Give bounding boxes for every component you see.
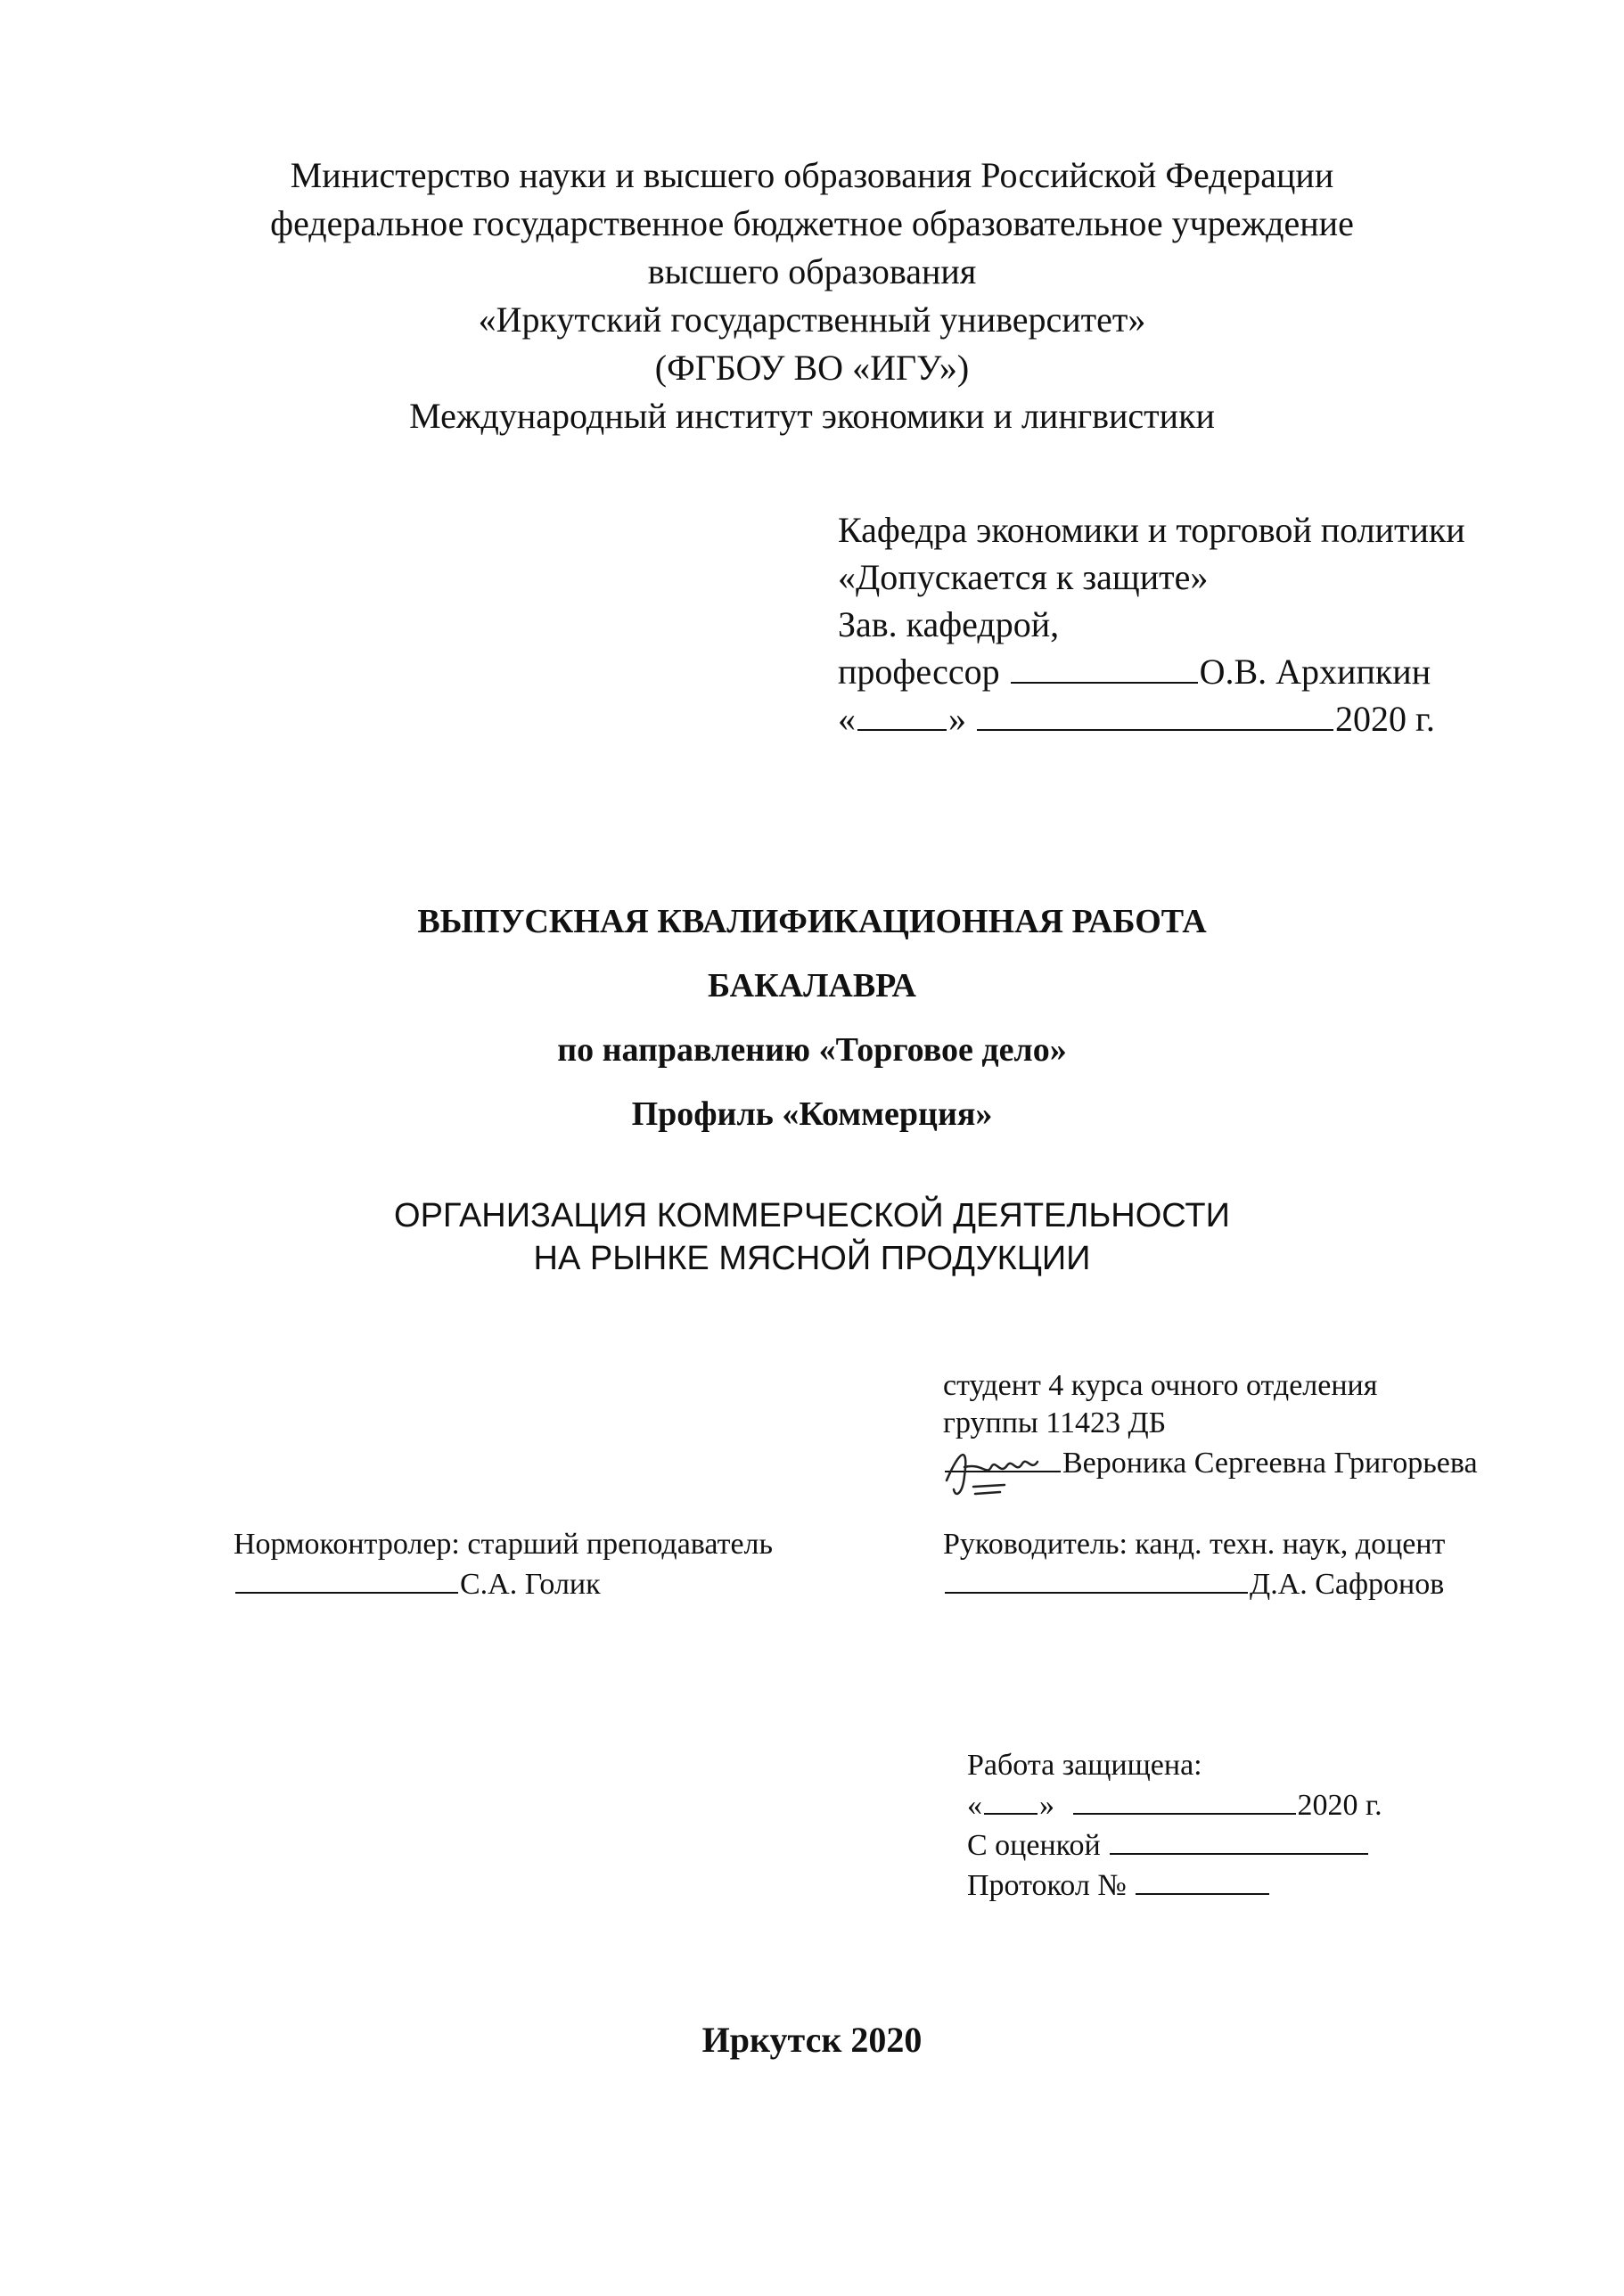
defense-date-line	[967, 1784, 1382, 1824]
work-direction: по направлению «Торговое дело»	[557, 1031, 1067, 1069]
head-name: О.В. Архипкин	[1199, 652, 1431, 692]
defense-block	[967, 1747, 1382, 1905]
defense-day-blank	[984, 1784, 1038, 1815]
approval-year: 2020 г.	[1335, 699, 1435, 739]
norm-controller-label: Нормоконтролер: старший преподаватель	[234, 1528, 774, 1561]
work-profile: Профиль «Коммерция»	[631, 1095, 993, 1133]
header-line-education-level: высшего образования	[647, 251, 977, 291]
header-line-abbreviation: (ФГБОУ ВО «ИГУ»)	[654, 348, 970, 388]
work-title-line2: БАКАЛАВРА	[708, 967, 916, 1004]
topic-line1: ОРГАНИЗАЦИЯ КОММЕРЧЕСКОЙ ДЕЯТЕЛЬНОСТИ	[394, 1197, 1230, 1234]
header-line-ministry: Министерство науки и высшего образования Российской Федерации	[290, 155, 1334, 195]
department-name: Кафедра экономики и торговой политики	[838, 510, 1465, 550]
defense-label: Работа защищена:	[967, 1749, 1202, 1782]
defense-date-close-quote: »	[1039, 1789, 1054, 1822]
work-title-block	[0, 890, 1624, 1146]
defense-month-blank	[1073, 1784, 1296, 1815]
month-blank	[977, 701, 1333, 731]
work-title-line1: ВЫПУСКНАЯ КВАЛИФИКАЦИОННАЯ РАБОТА	[417, 903, 1207, 940]
topic-line2: НА РЫНКЕ МЯСНОЙ ПРОДУКЦИИ	[533, 1240, 1091, 1277]
header-line-institution-type: федеральное государственное бюджетное образовательное учреждение	[270, 203, 1354, 243]
date-close-quote: »	[948, 699, 966, 739]
signature-blank	[1011, 653, 1198, 684]
protocol-blank	[1136, 1865, 1269, 1895]
head-label: Зав. кафедрой,	[838, 604, 1060, 644]
supervisor-label: Руководитель: канд. техн. наук, доцент	[943, 1528, 1446, 1561]
thesis-topic	[0, 1194, 1624, 1280]
handwritten-signature	[938, 1440, 1071, 1503]
admission-text: «Допускается к защите»	[838, 557, 1209, 597]
student-course: студент 4 курса очного отделения	[943, 1369, 1378, 1402]
department-approval-block	[838, 506, 1465, 742]
grade-line	[967, 1824, 1382, 1865]
defense-date-open-quote: «	[967, 1789, 982, 1822]
supervisor-signature-line	[943, 1563, 1445, 1603]
approval-date-line	[838, 695, 1465, 742]
supervisor-name: Д.А. Сафронов	[1250, 1568, 1445, 1601]
day-blank	[857, 701, 947, 731]
header-line-university: «Иркутский государственный университет»	[478, 299, 1146, 340]
student-name: Вероника Сергеевна Григорьева	[1062, 1447, 1478, 1480]
city-year: Иркутск 2020	[701, 2020, 923, 2060]
supervisor-block	[943, 1526, 1445, 1603]
norm-controller-block	[234, 1526, 773, 1603]
protocol-line	[967, 1865, 1382, 1905]
norm-controller-signature-line	[234, 1563, 773, 1603]
norm-controller-name: С.А. Голик	[460, 1568, 601, 1601]
ministry-header	[0, 152, 1624, 440]
defense-year: 2020 г.	[1297, 1789, 1382, 1822]
head-title: профессор	[838, 652, 1000, 692]
grade-blank	[1110, 1824, 1368, 1855]
protocol-label: Протокол №	[967, 1869, 1127, 1902]
header-line-institute: Международный институт экономики и лингвистики	[409, 396, 1215, 436]
head-signature-line	[838, 648, 1465, 695]
supervisor-signature-blank	[945, 1563, 1248, 1594]
student-group: группы 11423 ДБ	[943, 1406, 1167, 1439]
grade-label: С оценкой	[967, 1829, 1101, 1862]
date-open-quote: «	[838, 699, 856, 739]
norm-signature-blank	[235, 1563, 458, 1594]
